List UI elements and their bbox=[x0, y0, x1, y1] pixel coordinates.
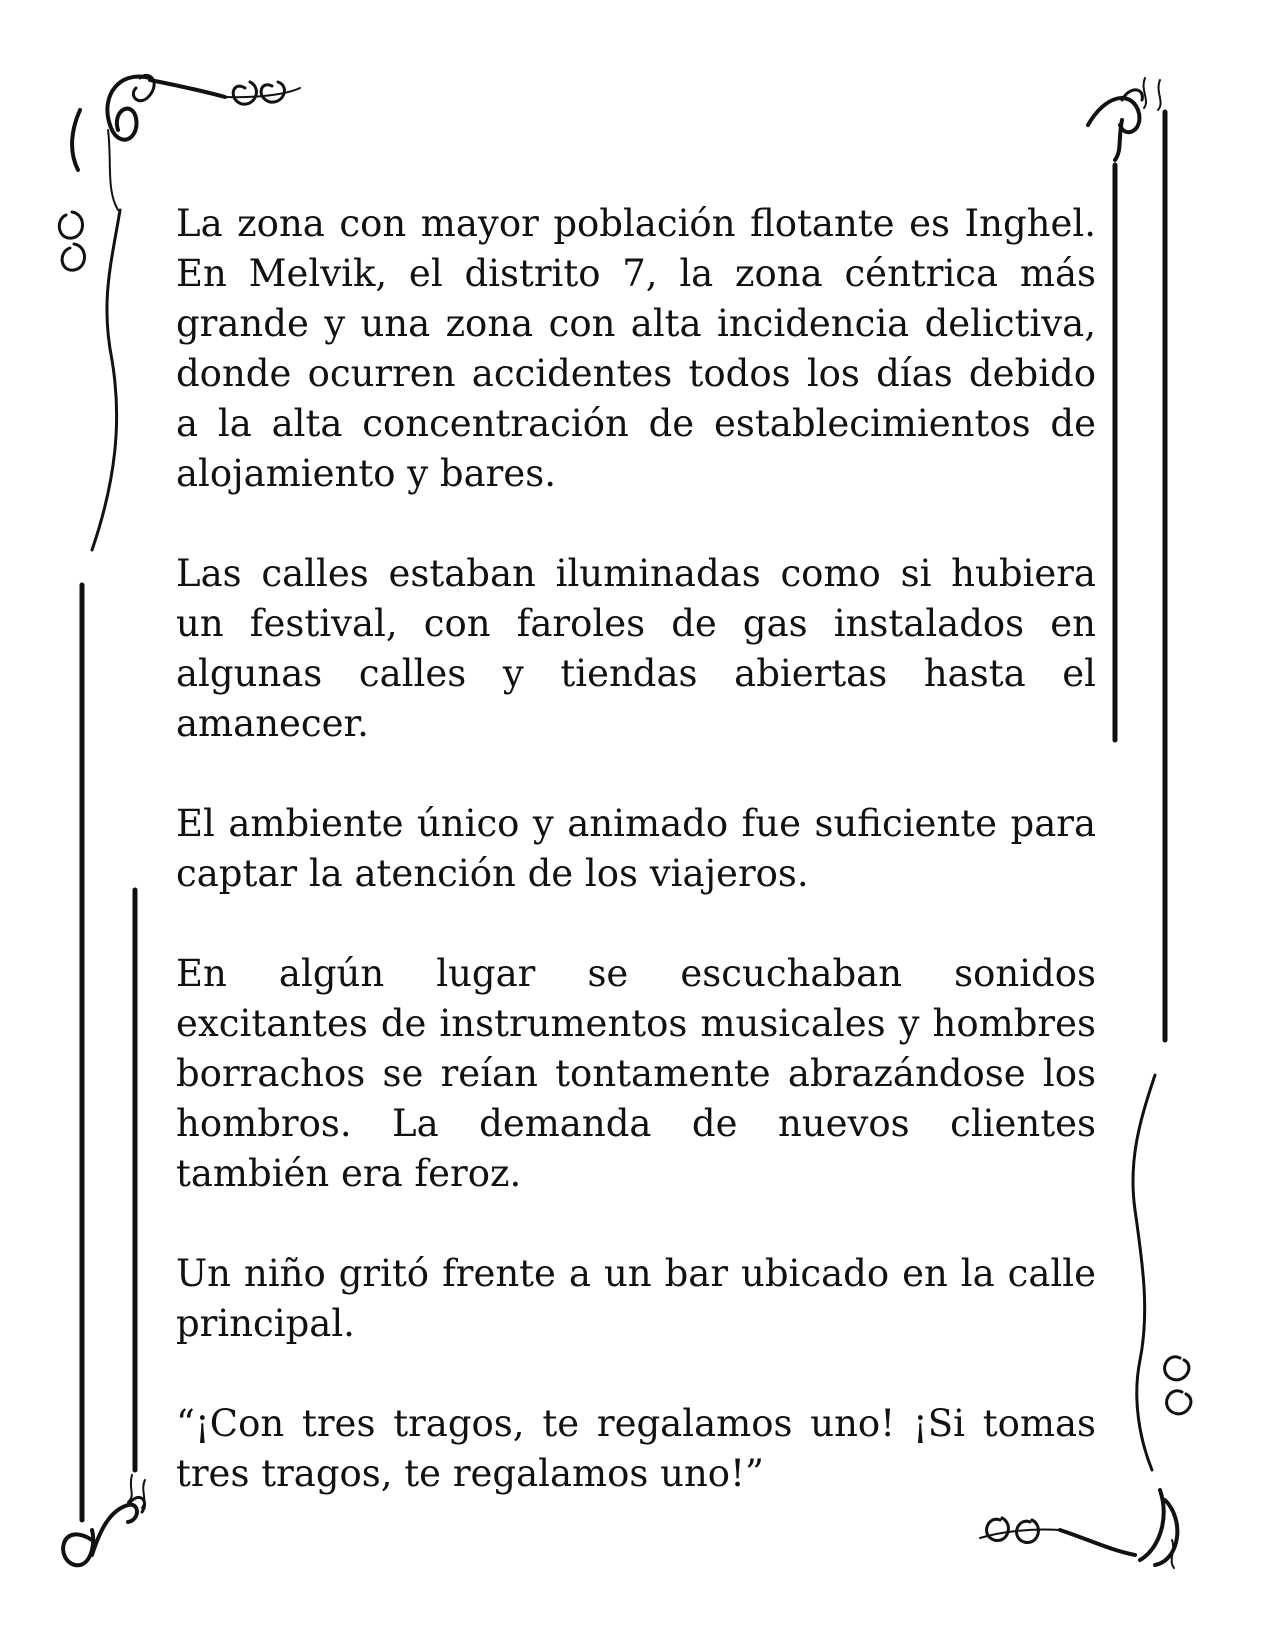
bottom-left-flourish-icon bbox=[63, 1475, 145, 1565]
page-text bbox=[176, 199, 1096, 1499]
paragraph-6-quote: “¡Con tres tragos, te regalamos uno! ¡Si tomas tres tragos, te regalamos uno!” bbox=[176, 1402, 1096, 1495]
paragraph-3: El ambiente único y animado fue suficiente para captar la atención de los viajeros. bbox=[176, 802, 1096, 895]
paragraph-2: Las calles estaban iluminadas como si hubiera un festival, con faroles de gas instalados en algunas calles y tiendas abiertas hasta el amanecer. bbox=[176, 552, 1096, 745]
paragraph-4: En algún lugar se escuchaban sonidos excitantes de instrumentos musicales y hombres borrachos se reían tontamente abrazándose los hombros. La demanda de nuevos clientes también era feroz. bbox=[176, 952, 1096, 1195]
top-right-flourish-icon bbox=[1088, 78, 1161, 160]
paragraph-1: La zona con mayor población flotante es Inghel. En Melvik, el distrito 7, la zona céntrica más grande y una zona con alta incidencia delictiva, donde ocurren accidentes todos los días debido a la alta concentración de establecimientos de alojamiento y bares. bbox=[176, 202, 1096, 495]
paragraph-5: Un niño gritó frente a un bar ubicado en la calle principal. bbox=[176, 1252, 1096, 1345]
